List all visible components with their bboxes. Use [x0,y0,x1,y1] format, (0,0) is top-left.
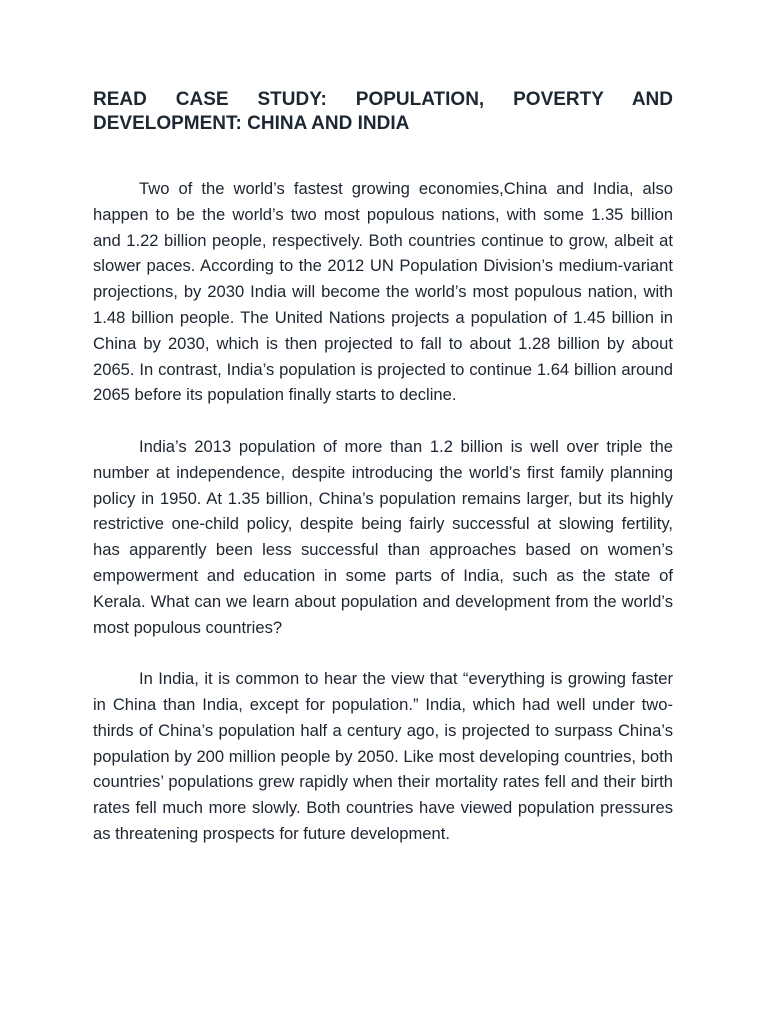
document-content [93,88,673,847]
paragraph-growth-comparison: In India, it is common to hear the view that “everything is growing faster in China than India, except for population.” India, which had well under two-thirds of China’s population half a century ago, is projected to surpass China’s population by 200 million people by 2050. Like most developing countries, both countries’ populations grew rapidly when their mortality rates fell and their birth rates fell much more slowly. Both countries have viewed population pressures as threatening prospects for future development. [93,669,673,843]
case-study-title: READ CASE STUDY: POPULATION, POVERTY AND DEVELOPMENT: CHINA AND INDIA [93,89,673,134]
paragraph-population-overview: Two of the world’s fastest growing economies,China and India, also happen to be the world’s two most populous nations, with some 1.35 billion and 1.22 billion people, respectively. Both countries continue to grow, albeit at slower paces. According to the 2012 UN Population Division’s medium-variant projections, by 2030 India will become the world’s most populous nation, with 1.48 billion people. The United Nations projects a population of 1.45 billion in China by 2030, which is then projected to fall to about 1.28 billion by about 2065. In contrast, India’s population is projected to continue 1.64 billion around 2065 before its population finally starts to decline. [93,179,673,405]
paragraph-india-population-policy: India’s 2013 population of more than 1.2 billion is well over triple the number at independence, despite introducing the world’s first family planning policy in 1950. At 1.35 billion, China’s population remains larger, but its highly restrictive one-child policy, despite being fairly successful at slowing fertility, has apparently been less successful than approaches based on women’s empowerment and education in some parts of India, such as the state of Kerala. What can we learn about population and development from the world’s most populous countries? [93,436,673,637]
